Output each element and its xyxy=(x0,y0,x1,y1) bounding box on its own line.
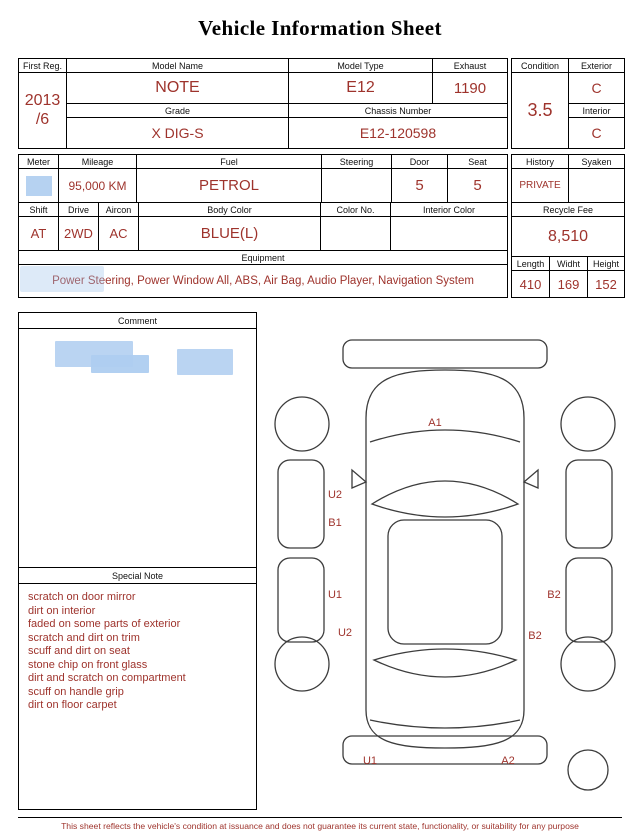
damage-label-u2-2: U2 xyxy=(337,627,353,639)
body-color-label: Body Color xyxy=(139,203,321,217)
history-label: History xyxy=(512,155,569,169)
equipment-value: Power Steering, Power Window All, ABS, Air Bag, Audio Player, Navigation System xyxy=(19,265,508,298)
mileage-value: 95,000 KM xyxy=(59,169,137,203)
redaction-mark xyxy=(177,349,233,375)
special-note-item: scratch and dirt on trim xyxy=(28,631,140,644)
interior-label: Interior xyxy=(569,104,625,118)
aircon-label: Aircon xyxy=(99,203,139,217)
equipment-label: Equipment xyxy=(19,251,508,265)
left-rear-door-panel xyxy=(278,558,324,642)
damage-label-u1-2: U1 xyxy=(362,755,378,767)
special-note-item: stone chip on front glass xyxy=(28,658,148,671)
vehicle-damage-diagram xyxy=(264,318,632,796)
details-section xyxy=(18,154,625,298)
steering-label: Steering xyxy=(322,155,392,169)
color-no-value xyxy=(321,217,391,251)
special-note-item: dirt and scratch on compartment xyxy=(28,672,186,684)
registration-section xyxy=(18,58,625,149)
history-table xyxy=(511,154,625,203)
chassis-number-value: E12-120598 xyxy=(289,118,508,149)
shift-label: Shift xyxy=(19,203,59,217)
spare-tire xyxy=(568,750,608,790)
right-mirror xyxy=(524,470,538,488)
trunk-line xyxy=(370,720,520,728)
left-mirror xyxy=(352,470,366,488)
meter-row-table xyxy=(18,154,508,203)
grade-label: Grade xyxy=(67,104,289,118)
drive-label: Drive xyxy=(59,203,99,217)
exterior-grade: C xyxy=(569,73,625,104)
height-value: 152 xyxy=(588,271,625,298)
damage-label-b1: B1 xyxy=(328,517,342,529)
syaken-value xyxy=(569,169,625,203)
details-left xyxy=(18,154,508,298)
special-note-item: dirt on floor carpet xyxy=(28,699,117,711)
page-title: Vehicle Information Sheet xyxy=(198,16,442,40)
exhaust-label: Exhaust xyxy=(433,59,508,73)
rear-window xyxy=(374,649,516,677)
damage-label-u2: U2 xyxy=(327,489,343,501)
damage-label-a1: A1 xyxy=(428,417,442,429)
windshield xyxy=(372,481,518,517)
condition-score: 3.5 xyxy=(512,73,569,149)
fuel-label: Fuel xyxy=(137,155,322,169)
condition-table xyxy=(511,58,625,149)
meter-label: Meter xyxy=(19,155,59,169)
first-reg-value xyxy=(19,73,67,149)
details-right xyxy=(511,154,625,298)
first-reg-label: First Reg. xyxy=(19,59,67,73)
door-value: 5 xyxy=(392,169,448,203)
drive-value: 2WD xyxy=(59,217,99,251)
meter-value xyxy=(19,169,59,203)
dimensions-table xyxy=(511,256,625,298)
special-notes-list xyxy=(28,591,252,713)
front-bumper xyxy=(343,340,547,368)
comment-header: Comment xyxy=(19,313,256,329)
special-note-item: scratch on door mirror xyxy=(28,591,136,603)
comment-panel xyxy=(18,312,257,810)
recycle-fee-value: 8,510 xyxy=(512,217,625,257)
special-note-item: dirt on interior xyxy=(28,604,96,617)
model-name-value: NOTE xyxy=(67,73,289,104)
recycle-fee-label: Recycle Fee xyxy=(512,203,625,217)
model-type-value: E12 xyxy=(289,73,433,104)
roof xyxy=(388,520,502,644)
special-note-item: scuff and dirt on seat xyxy=(28,645,130,657)
aircon-value: AC xyxy=(99,217,139,251)
color-no-label: Color No. xyxy=(321,203,391,217)
registration-table xyxy=(18,58,508,149)
interior-grade: C xyxy=(569,118,625,149)
damage-label-a2: A2 xyxy=(501,755,515,767)
left-front-door-panel xyxy=(278,460,324,548)
disclaimer: This sheet reflects the vehicle's condition at issuance and does not guarantee its current state, functionality, or suitability for any purpose xyxy=(18,817,622,831)
right-rear-door-panel xyxy=(566,558,612,642)
grade-value: X DIG-S xyxy=(67,118,289,149)
special-note-header: Special Note xyxy=(18,567,257,584)
condition-label: Condition xyxy=(512,59,569,73)
right-front-door-panel xyxy=(566,460,612,548)
special-note-item: faded on some parts of exterior xyxy=(28,618,181,630)
wheel-front-left xyxy=(275,397,329,451)
exterior-label: Exterior xyxy=(569,59,625,73)
wheel-rear-right xyxy=(561,637,615,691)
width-label: Widht xyxy=(550,257,588,271)
model-name-label: Model Name xyxy=(67,59,289,73)
door-label: Door xyxy=(392,155,448,169)
history-value: PRIVATE xyxy=(512,169,569,203)
height-label: Height xyxy=(588,257,625,271)
shift-row-table xyxy=(18,202,508,251)
shift-value: AT xyxy=(19,217,59,251)
syaken-label: Syaken xyxy=(569,155,625,169)
first-reg-year: 2013 xyxy=(24,92,61,110)
exhaust-value: 1190 xyxy=(433,73,508,104)
seat-value: 5 xyxy=(448,169,508,203)
seat-label: Seat xyxy=(448,155,508,169)
chassis-number-label: Chassis Number xyxy=(289,104,508,118)
redaction-mark xyxy=(26,176,52,196)
first-reg-month: /6 xyxy=(35,110,50,128)
wheel-front-right xyxy=(561,397,615,451)
wheel-rear-left xyxy=(275,637,329,691)
steering-value xyxy=(322,169,392,203)
length-label: Length xyxy=(512,257,550,271)
damage-label-b2-2: B2 xyxy=(528,630,542,642)
model-type-label: Model Type xyxy=(289,59,433,73)
hood-line xyxy=(370,430,520,442)
mileage-label: Mileage xyxy=(59,155,137,169)
equipment-table xyxy=(18,250,508,298)
interior-color-value xyxy=(391,217,508,251)
redaction-mark xyxy=(91,355,149,373)
interior-color-label: Interior Color xyxy=(391,203,508,217)
special-note-item: scuff on handle grip xyxy=(28,685,124,698)
recycle-fee-table xyxy=(511,202,625,257)
damage-label-u1: U1 xyxy=(327,589,343,601)
fuel-value: PETROL xyxy=(137,169,322,203)
damage-label-b2: B2 xyxy=(547,589,561,601)
car-body-outline xyxy=(366,370,524,748)
width-value: 169 xyxy=(550,271,588,298)
length-value: 410 xyxy=(512,271,550,298)
body-color-value: BLUE(L) xyxy=(139,217,321,251)
